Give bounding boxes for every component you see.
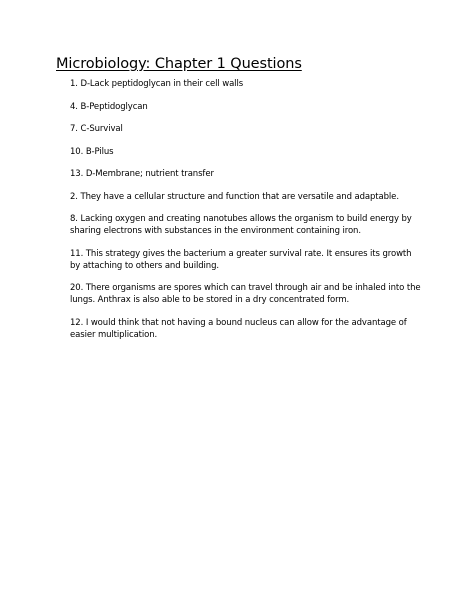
answer-item <box>70 248 410 272</box>
answer-item <box>70 191 410 203</box>
answer-item <box>70 101 410 113</box>
answer-line: easier multiplication. <box>70 329 158 340</box>
answer-list <box>70 78 421 351</box>
answer-item <box>70 168 410 180</box>
answer-item <box>70 123 410 135</box>
answer-line: 11. This strategy gives the bacterium a greater survival rate. It ensures its growth <box>70 248 412 259</box>
answer-line: 4. B-Peptidoglycan <box>70 101 148 112</box>
answer-line: 7. C-Survival <box>70 124 123 134</box>
answer-line: 2. They have a cellular structure and function that are versatile and adaptable. <box>70 191 399 202</box>
answer-line: 10. B-Pilus <box>70 146 114 157</box>
answer-line: lungs. Anthrax is also able to be stored in a dry concentrated form. <box>70 295 350 305</box>
answer-line: by attaching to others and building. <box>70 260 219 271</box>
answer-item <box>70 146 410 158</box>
answer-item <box>70 213 410 237</box>
answer-line: 1. D-Lack peptidoglycan in their cell walls <box>70 79 244 89</box>
document-title: Microbiology: Chapter 1 Questions <box>56 56 302 72</box>
answer-line: 13. D-Membrane; nutrient transfer <box>70 169 214 179</box>
answer-item <box>70 78 410 90</box>
answer-item <box>70 317 410 341</box>
answer-line: sharing electrons with substances in the environment containing iron. <box>70 226 361 236</box>
answer-line: 8. Lacking oxygen and creating nanotubes allows the organism to build energy by <box>70 214 412 224</box>
answer-item <box>70 282 421 306</box>
answer-line: 20. There organisms are spores which can travel through air and be inhaled into the <box>70 283 421 293</box>
answer-line: 12. I would think that not having a bound nucleus can allow for the advantage of <box>70 317 407 328</box>
